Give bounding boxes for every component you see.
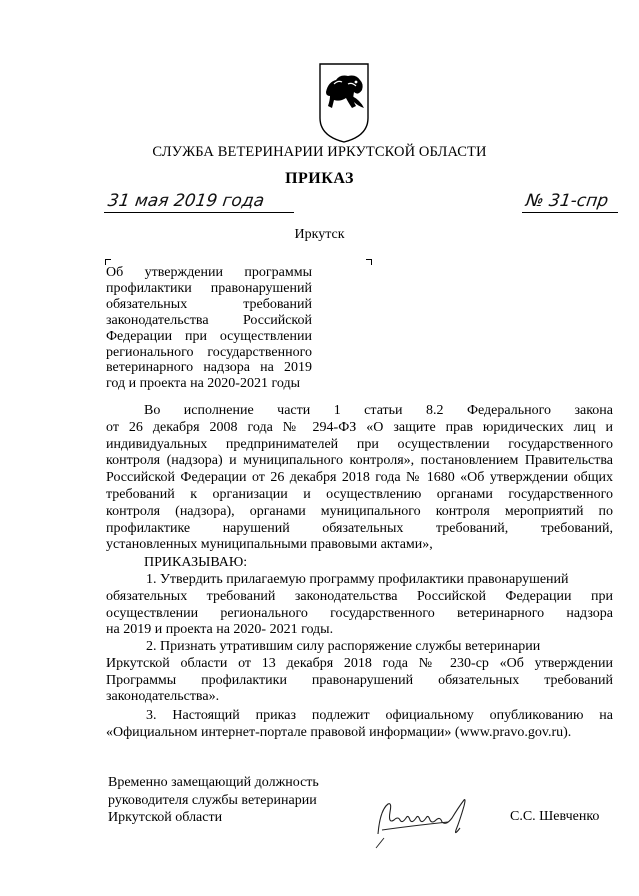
handwritten-signature-icon (370, 790, 490, 852)
position-line: Временно замещающий должность (108, 775, 319, 790)
subject-line: Федерации при осуществлении (106, 328, 312, 344)
item-line: на 2019 и проекта на 2020- 2021 годы. (106, 622, 334, 638)
subject-line: законодательства Российской (106, 312, 312, 328)
subject-bracket-right (366, 259, 372, 265)
preamble-line: контроля (надзора), органами муниципального контроля мероприятий по (106, 503, 613, 519)
item-line: законодательства». (106, 689, 220, 705)
preamble-line: от 26 декабря 2008 года № 294-ФЗ «О защите прав юридических лиц и (106, 419, 613, 435)
handwritten-order-number: № 31-спр (524, 191, 610, 211)
item-line: обязательных требований законодательства Российской Федерации при (106, 588, 613, 604)
position-line: руководителя службы ветеринарии (108, 792, 317, 808)
order-item-3 (106, 708, 613, 742)
agency-name: СЛУЖБА ВЕТЕРИНАРИИ ИРКУТСКОЙ ОБЛАСТИ (152, 144, 487, 160)
order-item-1 (106, 572, 613, 639)
preamble-line: Во исполнение части 1 статьи 8.2 Федерального закона (144, 403, 613, 418)
item-line: «Официальном интернет-портале правовой информации» (www.pravo.gov.ru). (106, 724, 572, 740)
item-line: 1. Утвердить прилагаемую программу профилактики правонарушений (146, 572, 569, 587)
preamble-paragraph (106, 403, 613, 554)
order-item-2 (106, 639, 613, 706)
signatory-name: С.С. Шевченко (510, 809, 600, 824)
number-underline (522, 212, 618, 213)
subject-line: обязательных требований (106, 296, 312, 312)
date-underline (104, 212, 294, 213)
order-subject (106, 265, 312, 392)
subject-line: регионального государственного (106, 344, 312, 360)
preamble-line: профилактике нарушений обязательных требований, требований, (106, 520, 613, 536)
subject-line: год и проекта на 2020-2021 годы (106, 376, 300, 392)
preamble-line: Российской Федерации от 26 декабря 2018 года № 1680 «Об утверждении общих (106, 470, 613, 486)
preamble-line: требований к организации и осуществлению органами государственного (106, 486, 613, 502)
item-line: 2. Признать утратившим силу распоряжение службы ветеринарии (146, 639, 541, 654)
coat-of-arms-icon (318, 62, 370, 144)
city-name: Иркутск (294, 227, 345, 242)
item-line: 3. Настоящий приказ подлежит официальному опубликованию на (146, 708, 613, 723)
item-line: осуществлении регионального государственного ветеринарного надзора (106, 605, 613, 621)
signatory-position (108, 774, 319, 827)
subject-line: ветеринарного надзора на 2019 (106, 360, 312, 376)
preamble-line: установленных муниципальными правовыми актами», (106, 537, 433, 553)
subject-line: профилактики правонарушений (106, 280, 312, 296)
item-line: Программы профилактики правонарушений обязательных требований (106, 672, 613, 688)
document-type-title: ПРИКАЗ (285, 170, 354, 187)
preamble-line: индивидуальных предпринимателей при осуществлении государственного (106, 436, 613, 452)
handwritten-date: 31 мая 2019 года (106, 191, 266, 211)
preamble-line: контроля (надзора) и муниципального контроля», постановлением Правительства (106, 453, 613, 469)
subject-line: Об утверждении программы (106, 265, 312, 280)
order-word: ПРИКАЗЫВАЮ: (144, 555, 248, 570)
item-line: Иркутской области от 13 декабря 2018 года № 230-ср «Об утверждении (106, 655, 613, 671)
position-line: Иркутской области (108, 810, 223, 825)
